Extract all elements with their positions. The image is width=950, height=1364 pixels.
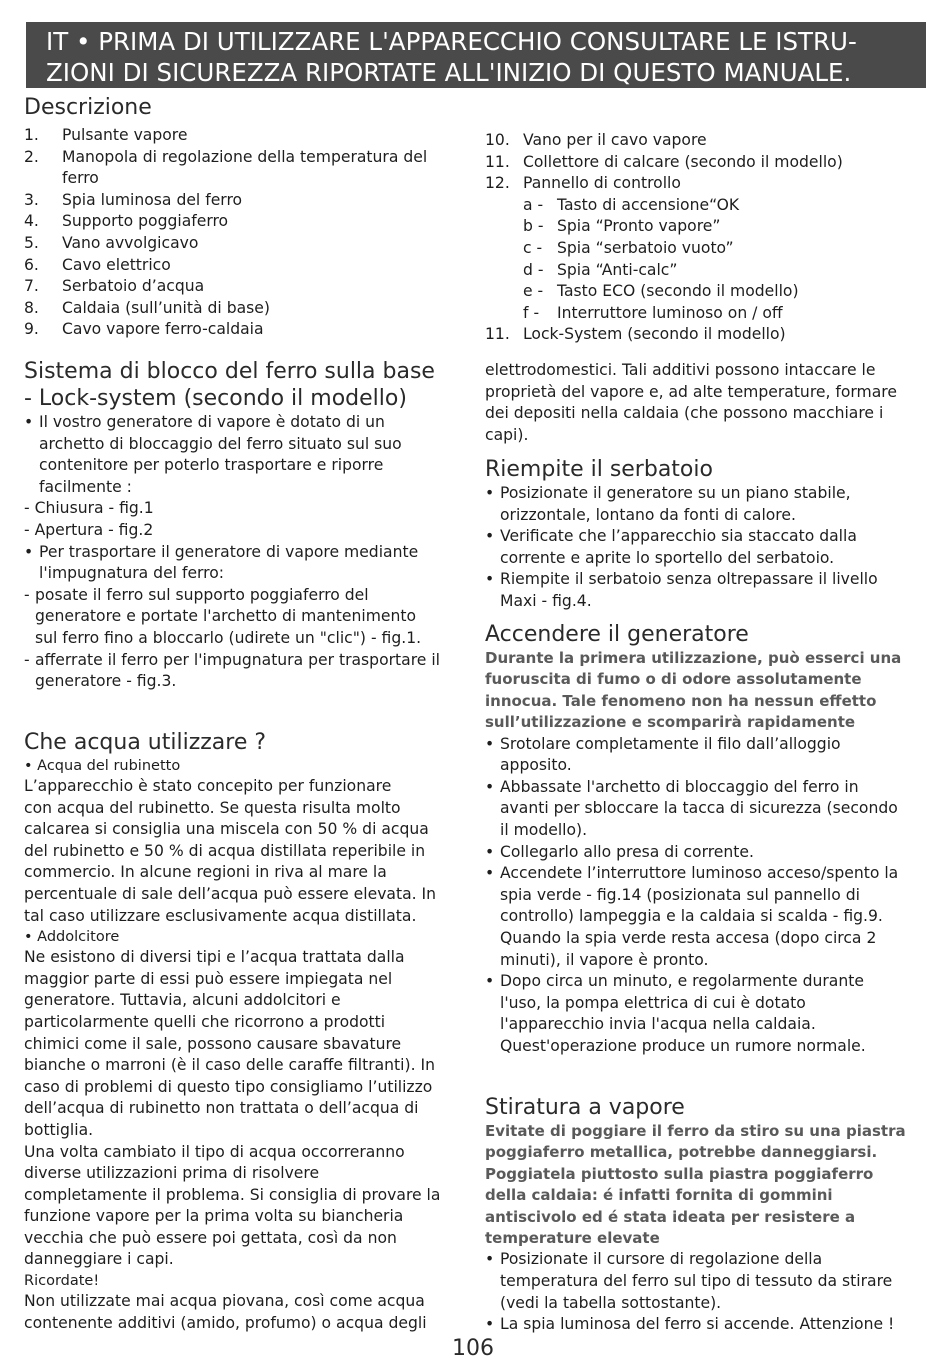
text-line: percentuale di sale dell’acqua può essere elevata. In [24,884,437,903]
bullet-line [485,483,928,505]
bullet-line [485,820,928,842]
bullet-text: Posizionate il cursore di regolazione della [500,1250,823,1269]
bullet-text: (vedi la tabella sottostante). [500,1293,722,1312]
attention-label: Attenzione ! [799,1315,895,1334]
fill-section [485,456,928,613]
item-text: Spia luminosa del ferro [62,190,243,209]
text-line: Una volta cambiato il tipo di acqua occorreranno [24,1142,405,1161]
bullet-line [485,569,928,591]
bullet-line [485,548,928,570]
warning-line: Poggiatela piuttosto sulla piastra poggiaferro [485,1164,874,1183]
item-text: ferro [62,169,99,188]
list-item [24,276,470,298]
bullet-marker [485,505,500,527]
warning-line: Durante la primera utilizzazione, può esserci una [485,649,902,667]
bullet-line [485,1271,928,1293]
bullet-text: l'apparecchio invia l'acqua nella caldaia. [500,1015,816,1034]
bullet-marker [24,455,39,477]
text-line: caso di problemi di questo tipo consigliamo l’utilizzo [24,1077,433,1096]
bullet-text: Srotolare completamente il filo dall’alloggio [500,734,841,753]
bullet-marker: • [485,570,495,589]
item-text: Serbatoio d’acqua [62,277,205,296]
item-number: 10. [485,131,510,149]
item-text: Collettore di calcare (secondo il modello) [523,152,843,171]
list-item [24,319,470,341]
bullet-text [500,1314,894,1336]
text-line: chimici come il sale, possono causare sbavature [24,1034,402,1053]
bullet-line [24,585,470,607]
bullet-line [485,863,928,885]
list-item [485,130,928,152]
item-number: 5. [24,233,39,252]
text-line: generatore. Tuttavia, alcuni addolcitori e [24,991,341,1010]
bullet-line [485,950,928,972]
subheading-rubinetto: • Acqua del rubinetto [24,758,181,774]
bullet-text: Quest'operazione produce un rumore normale. [500,1036,866,1055]
text-line: capi). [485,425,529,444]
bullet-line [485,842,928,864]
bullet-line [485,734,928,756]
warning-line: fuoruscita di fumo o di odore assolutamente [485,670,862,689]
description-list-left [24,125,470,341]
paragraph-ricordate [24,1291,470,1334]
bullet-line [24,542,470,564]
text-line: con acqua del rubinetto. Se questa risulta molto [24,798,401,817]
item-text: Tasto di accensione“OK [557,195,740,214]
item-number: b - [523,217,544,236]
section-title-descrizione: Descrizione [24,95,152,120]
bullet-text: corrente e aprite lo sportello del serbatoio. [500,548,835,567]
bullet-text: posate il ferro sul supporto poggiaferro del [35,585,369,604]
list-item [485,152,928,174]
bullet-text: apposito. [500,756,572,775]
bullet-marker [485,885,500,907]
item-number: 1. [24,126,39,144]
water-section [24,729,470,1334]
bullet-marker [485,1036,500,1058]
list-item [485,324,928,346]
bullet-text: facilmente : [39,477,132,496]
bullet-marker [24,628,35,650]
paragraph-addolcitore [24,947,470,1271]
text-line: dell’acqua di rubinetto non trattata o dell’acqua di [24,1099,419,1118]
warning-line: temperature elevate [485,1229,660,1248]
bullet-text: Per trasportare il generatore di vapore mediante [39,542,419,561]
item-number: e - [523,282,544,301]
bullet-marker [24,563,39,585]
bullet-text: Collegarlo allo presa di corrente. [500,842,754,861]
subheading-addolcitore: • Addolcitore [24,929,120,946]
text-line: danneggiare i capi. [24,1250,174,1269]
item-text: Spia “Anti-calc” [557,260,678,279]
item-number: 9. [24,320,39,339]
item-number: 6. [24,255,39,274]
bullet-marker [485,820,500,842]
fill-bullets [485,483,928,613]
warning-line: Evitate di poggiare il ferro da stiro su una piastra [485,1122,906,1140]
item-number: 7. [24,277,39,296]
item-text: Cavo elettrico [62,255,171,274]
bullet-line [485,526,928,548]
bullet-text: minuti), il vapore è pronto. [500,950,709,969]
bullet-text: spia verde - fig.14 (posizionata sul pannello di [500,885,860,904]
bullet-marker: • [485,1250,495,1269]
bullet-text: temperatura del ferro sul tipo di tessuto da stirare [500,1272,893,1291]
item-text: Tasto ECO (secondo il modello) [557,282,799,301]
bullet-marker: • [485,864,495,883]
bullet-marker [485,993,500,1015]
bullet-line [24,628,470,650]
bullet-marker [485,1293,500,1315]
item-text: Vano per il cavo vapore [523,131,707,149]
bullet-line [24,477,470,499]
warning-line: innocua. Tale fenomeno non ha nessun effetto [485,691,877,710]
text-line: proprietà del vapore e, ad alte temperature, formare [485,382,897,401]
list-item [24,211,470,233]
bullet-text: afferrate il ferro per l'impugnatura per trasportare il [35,650,440,669]
power-on-warning [485,648,928,734]
bullet-marker: • [24,542,34,561]
item-number: 4. [24,212,39,231]
item-text: Spia “serbatoio vuoto” [557,238,734,257]
bullet-marker [485,1014,500,1036]
lock-section [24,358,470,693]
item-text: Manopola di regolazione della temperatura del [62,147,428,166]
steam-ironing-section [485,1094,928,1336]
item-number: a - [523,195,544,214]
description-list-right [485,130,928,346]
item-text: Vano avvolgicavo [62,233,199,252]
bullet-marker: - [24,650,30,669]
bullet-text: l'impugnatura del ferro: [39,564,225,583]
item-text: Pulsante vapore [62,126,188,144]
water-continuation [485,360,928,446]
bullet-line [485,777,928,799]
list-item [485,195,928,217]
section-title-accendere: Accendere il generatore [485,622,749,647]
section-title-acqua: Che acqua utilizzare ? [24,730,267,755]
bullet-marker [485,548,500,570]
bullet-marker [24,671,35,693]
bullet-line [24,412,470,434]
list-item [485,216,928,238]
bullet-marker: • [485,734,495,753]
paragraph-rubinetto [24,776,470,927]
text-line: contenente additivi (amido, profumo) o acqua degli [24,1313,427,1332]
bullet-text: Maxi - fig.4. [500,591,592,610]
item-text: Supporto poggiaferro [62,212,229,231]
text-line: maggior parte di essi può essere impiegata nel [24,969,393,988]
text-line: diverse utilizzazioni prima di risolvere [24,1164,320,1183]
item-number: 11. [485,152,510,171]
list-item [24,125,470,147]
bullet-text: Riempite il serbatoio senza oltrepassare il livello [500,570,878,589]
bullet-marker [485,1271,500,1293]
list-item [24,147,470,169]
text-line: vecchia che può essere poi gettata, così da non [24,1228,397,1247]
right-column [485,94,928,1334]
lock-opening: - Apertura - fig.2 [24,520,154,539]
list-item [485,173,928,195]
bullet-marker [485,906,500,928]
power-on-bullets [485,734,928,1058]
bullet-line [24,650,470,672]
bullet-line [485,591,928,613]
bullet-marker [24,434,39,456]
list-item [24,190,470,212]
text-line: dei depositi nella caldaia (che possono macchiare i [485,404,884,423]
item-number [24,168,62,190]
bullet-text: Quando la spia verde resta accesa (dopo circa 2 [500,928,877,947]
text-line: commercio. In alcune regioni in riva al mare la [24,863,387,882]
item-text: Caldaia (sull’unità di base) [62,298,270,317]
banner-line-1: IT • PRIMA DI UTILIZZARE L'APPARECCHIO CONSULTARE LE ISTRU- [46,27,857,56]
bullet-line [24,606,470,628]
steam-bullets [485,1249,928,1335]
bullet-marker [485,950,500,972]
bullet-marker: • [485,484,495,502]
section-title-stiratura: Stiratura a vapore [485,1095,685,1120]
bullet-line [485,971,928,993]
bullet-line [24,455,470,477]
text-line: bottiglia. [24,1120,94,1139]
text-line: calcarea si consiglia una miscela con 50 % di acqua [24,820,429,839]
section-title-lock-2: - Lock-system (secondo il modello) [24,386,407,411]
warning-line: antiscivolo ed é stata ideata per resistere a [485,1207,856,1226]
bullet-marker [24,606,35,628]
bullet-text: Posizionate il generatore su un piano stabile, [500,484,851,502]
item-number: 12. [485,174,510,193]
text-line: Ne esistono di diversi tipi e l’acqua trattata dalla [24,948,405,967]
bullet-line [485,928,928,950]
bullet-marker [485,591,500,613]
text-line: particolarmente quelli che ricorrono a prodotti [24,1012,386,1031]
bullet-marker [485,928,500,950]
bullet-line [485,505,928,527]
bullet-text: controllo) lampeggia e la caldaia si scalda - fig.9. [500,907,883,926]
item-number: d - [523,260,544,279]
bullet-line [485,1293,928,1315]
list-item [24,255,470,277]
list-item [24,168,470,190]
item-number: 3. [24,190,39,209]
text-line: elettrodomestici. Tali additivi possono intaccare le [485,361,876,379]
page-number: 106 [452,1336,494,1361]
bullet-text: Il vostro generatore di vapore è dotato di un [39,413,385,431]
bullet-line [485,885,928,907]
bullet-line [485,1014,928,1036]
left-column [24,94,470,1332]
item-text: Lock-System (secondo il modello) [523,325,786,344]
bullet-text: Accendete l’interruttore luminoso acceso/spento la [500,864,899,883]
safety-banner [26,22,926,88]
steam-warning [485,1121,928,1249]
text-line: completamente il problema. Si consiglia di provare la [24,1185,441,1204]
item-number: 8. [24,298,39,317]
bullet-line [485,1249,928,1271]
section-title-riempite: Riempite il serbatoio [485,457,713,482]
item-text: Spia “Pronto vapore” [557,217,721,236]
text-line: Non utilizzate mai acqua piovana, così come acqua [24,1292,425,1311]
bullet-text: archetto di bloccaggio del ferro situato sul suo [39,434,402,453]
bullet-marker: • [485,972,495,991]
text-line: L’apparecchio è stato concepito per funzionare [24,777,392,795]
section-title-lock-1: Sistema di blocco del ferro sulla base [24,359,435,384]
lock-body [24,412,470,693]
subheading-ricordate: Ricordate! [24,1273,100,1290]
item-number: c - [523,238,543,257]
bullet-marker: • [485,1315,495,1334]
bullet-line [485,755,928,777]
bullet-text: generatore e portate l'archetto di mantenimento [35,607,417,626]
warning-line: poggiaferro metallica, potrebbe danneggiarsi. [485,1143,878,1162]
warning-line: sull’utilizzazione e scomparirà rapidamente [485,713,856,732]
item-number: 2. [24,147,39,166]
list-item [485,281,928,303]
item-number: f - [523,303,540,322]
bullet-marker: • [24,413,34,431]
text-line: tal caso utilizzare esclusivamente acqua distillata. [24,906,417,925]
list-item [24,298,470,320]
bullet-text: l'uso, la pompa elettrica di cui è dotato [500,993,806,1012]
bullet-line [485,993,928,1015]
bullet-marker [485,755,500,777]
bullet-marker: • [485,527,495,546]
bullet-line [485,1036,928,1058]
bullet-marker: • [485,777,495,796]
text-line: funzione vapore per la prima volta su biancheria [24,1207,404,1226]
item-number: 11. [485,325,510,344]
bullet-text: contenitore per poterlo trasportare e riporre [39,456,384,475]
bullet-marker: • [485,842,495,861]
bullet-text: orizzontale, lontano da fonti di calore. [500,505,796,524]
list-item [485,303,928,325]
banner-line-2: ZIONI DI SICUREZZA RIPORTATE ALL'INIZIO DI QUESTO MANUALE. [46,58,852,87]
bullet-text: il modello). [500,821,588,839]
text-line: del rubinetto e 50 % di acqua distillata reperibile in [24,841,426,860]
bullet-text: Abbassate l'archetto di bloccaggio del ferro in [500,777,859,796]
lock-closing: - Chiusura - fig.1 [24,499,154,518]
bullet-marker [485,798,500,820]
bullet-marker: - [24,585,30,604]
bullet-line [24,563,470,585]
bullet-line [485,906,928,928]
list-item [485,260,928,282]
item-text: Interruttore luminoso on / off [557,303,783,322]
bullet-text-main: La spia luminosa del ferro si accende. [500,1315,800,1334]
list-item [485,238,928,260]
item-text: Cavo vapore ferro-caldaia [62,320,264,339]
text-line: bianche o marroni (è il caso delle caraffe filtranti). In [24,1056,435,1075]
power-on-section [485,621,928,1058]
bullet-line [24,434,470,456]
warning-line: della caldaia: é infatti fornita di gommini [485,1186,833,1205]
bullet-text: generatore - fig.3. [35,672,177,691]
bullet-text: avanti per sbloccare la tacca di sicurezza (secondo [500,799,898,818]
bullet-line [485,1314,928,1336]
bullet-text: sul ferro fino a bloccarlo (udirete un "clic") - fig.1. [35,628,422,647]
item-text: Pannello di controllo [523,174,681,193]
bullet-text: Verificate che l’apparecchio sia staccato dalla [500,527,857,546]
bullet-line [24,671,470,693]
bullet-line [485,798,928,820]
bullet-text: Dopo circa un minuto, e regolarmente durante [500,972,864,991]
bullet-marker [24,477,39,499]
list-item [24,233,470,255]
